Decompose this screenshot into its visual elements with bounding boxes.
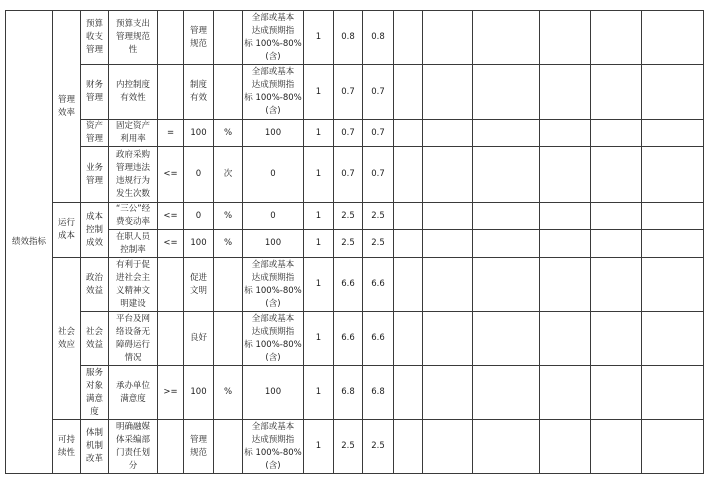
empty-cell — [591, 366, 642, 420]
empty-cell — [591, 120, 642, 147]
empty-cell — [591, 147, 642, 203]
empty-cell — [394, 312, 423, 366]
number-cell-1: 1 — [304, 65, 334, 120]
number-cell-3: 0.7 — [363, 120, 394, 147]
empty-cell — [423, 366, 473, 420]
number-cell-1: 1 — [304, 11, 334, 65]
empty-cell — [394, 420, 423, 474]
operator-cell: <= — [158, 147, 184, 203]
standard-cell: 0 — [243, 203, 304, 230]
empty-cell — [423, 120, 473, 147]
number-cell-3: 2.5 — [363, 203, 394, 230]
empty-cell — [394, 258, 423, 312]
number-cell-1: 1 — [304, 120, 334, 147]
table-row — [6, 366, 704, 420]
empty-cell — [423, 312, 473, 366]
number-cell-3: 6.6 — [363, 312, 394, 366]
level3-indicator-cell: 社会 效益 — [81, 312, 109, 366]
empty-cell — [642, 258, 704, 312]
indicator-name-cell: 政府采购 管理违法 违规行为 发生次数 — [109, 147, 158, 203]
unit-cell: 次 — [214, 147, 243, 203]
empty-cell — [540, 312, 591, 366]
target-value-cell: 100 — [184, 120, 214, 147]
indicator-name-cell: 预算支出 管理规范 性 — [109, 11, 158, 65]
empty-cell — [394, 11, 423, 65]
empty-cell — [591, 11, 642, 65]
table-row — [6, 420, 704, 474]
number-cell-1: 1 — [304, 230, 334, 258]
empty-cell — [540, 366, 591, 420]
number-cell-3: 2.5 — [363, 420, 394, 474]
empty-cell — [591, 258, 642, 312]
number-cell-2: 6.6 — [334, 312, 363, 366]
number-cell-3: 0.7 — [363, 65, 394, 120]
empty-cell — [642, 203, 704, 230]
target-value-cell: 良好 — [184, 312, 214, 366]
empty-cell — [591, 65, 642, 120]
unit-cell: % — [214, 120, 243, 147]
standard-cell: 全部或基本 达成预期指 标 100%-80% (含) — [243, 258, 304, 312]
empty-cell — [423, 420, 473, 474]
empty-cell — [642, 65, 704, 120]
operator-cell — [158, 11, 184, 65]
standard-cell: 100 — [243, 230, 304, 258]
number-cell-1: 1 — [304, 258, 334, 312]
empty-cell — [473, 366, 540, 420]
target-value-cell: 管理 规范 — [184, 420, 214, 474]
empty-cell — [394, 147, 423, 203]
empty-cell — [540, 65, 591, 120]
empty-cell — [423, 258, 473, 312]
level3-indicator-cell: 财务 管理 — [81, 65, 109, 120]
level3-indicator-cell: 资产 管理 — [81, 120, 109, 147]
empty-cell — [642, 366, 704, 420]
empty-cell — [642, 230, 704, 258]
level2-indicator-cell: 运行 成本 — [53, 203, 81, 258]
number-cell-2: 0.8 — [334, 11, 363, 65]
indicator-name-cell: “三公”经 费变动率 — [109, 203, 158, 230]
number-cell-2: 2.5 — [334, 203, 363, 230]
indicator-name-cell: 有利于促 进社会主 义精神文 明建设 — [109, 258, 158, 312]
number-cell-1: 1 — [304, 420, 334, 474]
empty-cell — [473, 11, 540, 65]
level3-indicator-cell: 成本 控制 成效 — [81, 203, 109, 258]
number-cell-3: 6.8 — [363, 366, 394, 420]
number-cell-2: 2.5 — [334, 230, 363, 258]
indicator-name-cell: 内控制度 有效性 — [109, 65, 158, 120]
number-cell-1: 1 — [304, 203, 334, 230]
number-cell-2: 0.7 — [334, 120, 363, 147]
operator-cell — [158, 65, 184, 120]
empty-cell — [642, 420, 704, 474]
target-value-cell: 0 — [184, 147, 214, 203]
number-cell-2: 0.7 — [334, 147, 363, 203]
empty-cell — [394, 120, 423, 147]
table-row — [6, 11, 704, 65]
empty-cell — [540, 11, 591, 65]
operator-cell: <= — [158, 230, 184, 258]
unit-cell: % — [214, 203, 243, 230]
level2-indicator-cell: 社会 效应 — [53, 258, 81, 420]
number-cell-3: 6.6 — [363, 258, 394, 312]
table-row — [6, 65, 704, 120]
empty-cell — [473, 230, 540, 258]
operator-cell: <= — [158, 203, 184, 230]
empty-cell — [591, 420, 642, 474]
table-row — [6, 203, 704, 230]
unit-cell — [214, 258, 243, 312]
empty-cell — [642, 11, 704, 65]
target-value-cell: 100 — [184, 230, 214, 258]
empty-cell — [473, 312, 540, 366]
empty-cell — [591, 230, 642, 258]
target-value-cell: 促进 文明 — [184, 258, 214, 312]
empty-cell — [423, 203, 473, 230]
target-value-cell: 0 — [184, 203, 214, 230]
empty-cell — [540, 258, 591, 312]
number-cell-1: 1 — [304, 312, 334, 366]
unit-cell: % — [214, 366, 243, 420]
level3-indicator-cell: 服务 对象 满意 度 — [81, 366, 109, 420]
empty-cell — [423, 147, 473, 203]
number-cell-2: 6.6 — [334, 258, 363, 312]
standard-cell: 全部或基本 达成预期指 标 100%-80% (含) — [243, 11, 304, 65]
unit-cell — [214, 420, 243, 474]
empty-cell — [423, 65, 473, 120]
empty-cell — [394, 366, 423, 420]
table-row — [6, 258, 704, 312]
empty-cell — [540, 147, 591, 203]
empty-cell — [540, 230, 591, 258]
level3-indicator-cell: 体制 机制 改革 — [81, 420, 109, 474]
standard-cell: 全部或基本 达成预期指 标 100%-80% (含) — [243, 420, 304, 474]
empty-cell — [591, 203, 642, 230]
table-row — [6, 312, 704, 366]
empty-cell — [394, 230, 423, 258]
performance-table — [5, 10, 704, 474]
level3-indicator-cell: 预算 收支 管理 — [81, 11, 109, 65]
standard-cell: 100 — [243, 366, 304, 420]
number-cell-1: 1 — [304, 147, 334, 203]
operator-cell — [158, 420, 184, 474]
empty-cell — [473, 420, 540, 474]
level3-indicator-cell: 业务 管理 — [81, 147, 109, 203]
empty-cell — [642, 120, 704, 147]
level2-indicator-cell: 管理 效率 — [53, 11, 81, 203]
empty-cell — [473, 203, 540, 230]
standard-cell: 全部或基本 达成预期指 标 100%-80% (含) — [243, 65, 304, 120]
number-cell-3: 0.8 — [363, 11, 394, 65]
empty-cell — [473, 120, 540, 147]
indicator-name-cell: 承办单位 满意度 — [109, 366, 158, 420]
indicator-name-cell: 固定资产 利用率 — [109, 120, 158, 147]
empty-cell — [540, 420, 591, 474]
operator-cell: = — [158, 120, 184, 147]
unit-cell — [214, 65, 243, 120]
empty-cell — [423, 230, 473, 258]
empty-cell — [394, 65, 423, 120]
target-value-cell: 制度 有效 — [184, 65, 214, 120]
level3-indicator-cell: 政治 效益 — [81, 258, 109, 312]
table-row — [6, 230, 704, 258]
number-cell-2: 2.5 — [334, 420, 363, 474]
empty-cell — [473, 65, 540, 120]
empty-cell — [642, 147, 704, 203]
unit-cell — [214, 11, 243, 65]
empty-cell — [394, 203, 423, 230]
level2-indicator-cell: 可持 续性 — [53, 420, 81, 474]
indicator-name-cell: 平台及网 络设备无 障碍运行 情况 — [109, 312, 158, 366]
unit-cell: % — [214, 230, 243, 258]
number-cell-2: 0.7 — [334, 65, 363, 120]
number-cell-3: 0.7 — [363, 147, 394, 203]
indicator-name-cell: 明确融媒 体采编部 门责任划 分 — [109, 420, 158, 474]
empty-cell — [540, 203, 591, 230]
empty-cell — [591, 312, 642, 366]
level1-indicator-cell: 绩效指标 — [6, 11, 53, 474]
operator-cell: >= — [158, 366, 184, 420]
empty-cell — [473, 258, 540, 312]
unit-cell — [214, 312, 243, 366]
table-row — [6, 147, 704, 203]
operator-cell — [158, 258, 184, 312]
empty-cell — [540, 120, 591, 147]
standard-cell: 0 — [243, 147, 304, 203]
number-cell-1: 1 — [304, 366, 334, 420]
empty-cell — [642, 312, 704, 366]
number-cell-3: 2.5 — [363, 230, 394, 258]
indicator-name-cell: 在职人员 控制率 — [109, 230, 158, 258]
standard-cell: 全部或基本 达成预期指 标 100%-80% (含) — [243, 312, 304, 366]
operator-cell — [158, 312, 184, 366]
empty-cell — [423, 11, 473, 65]
standard-cell: 100 — [243, 120, 304, 147]
target-value-cell: 管理 规范 — [184, 11, 214, 65]
number-cell-2: 6.8 — [334, 366, 363, 420]
target-value-cell: 100 — [184, 366, 214, 420]
empty-cell — [473, 147, 540, 203]
table-row — [6, 120, 704, 147]
